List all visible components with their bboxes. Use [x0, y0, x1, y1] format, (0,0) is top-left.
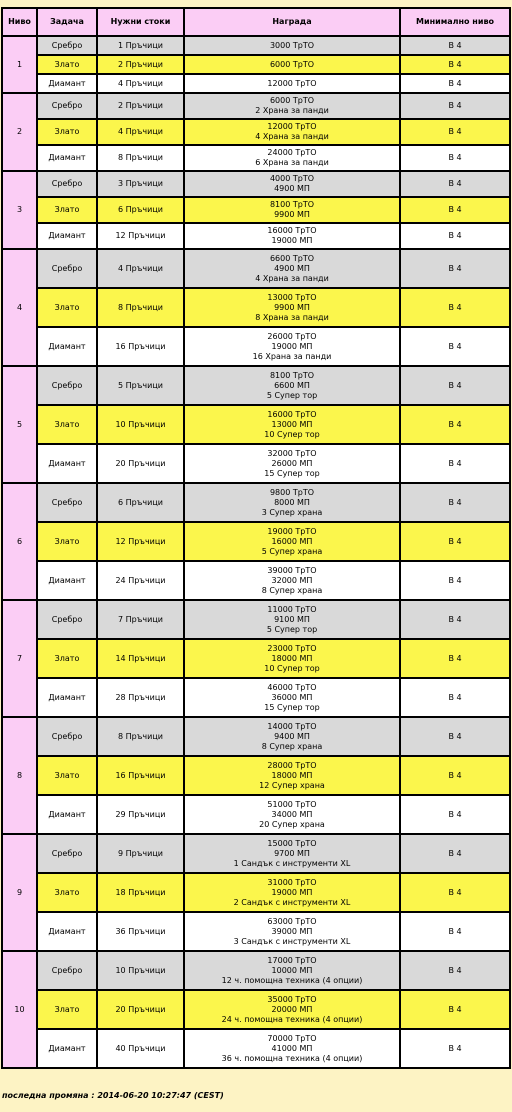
reward-line: 1 Сандък с инструменти XL — [233, 858, 351, 868]
reward-line: 24 ч. помощна техника (4 опции) — [221, 1014, 363, 1024]
min-level-cell: B 4 — [401, 328, 511, 367]
table-row — [3, 679, 511, 718]
reward-cell — [185, 679, 401, 718]
goods-cell: 12 Пръчици — [98, 523, 185, 562]
reward-line: 8 Супер храна — [261, 741, 323, 751]
min-level-cell: B 4 — [401, 679, 511, 718]
reward-line: 5 Супер тор — [266, 390, 318, 400]
reward-cell — [185, 913, 401, 952]
goods-cell: 12 Пръчици — [98, 224, 185, 250]
task-cell: Сребро — [38, 94, 98, 120]
min-level-cell: B 4 — [401, 718, 511, 757]
reward-line: 9400 МП — [274, 731, 310, 741]
min-level-cell: B 4 — [401, 991, 511, 1030]
table-row — [3, 796, 511, 835]
goods-cell: 6 Пръчици — [98, 484, 185, 523]
task-cell: Злато — [38, 991, 98, 1030]
reward-line: 15 Супер тор — [264, 702, 320, 712]
reward-line: 16000 ТрТО — [267, 409, 317, 419]
reward-line: 39000 МП — [271, 926, 313, 936]
task-cell: Сребро — [38, 484, 98, 523]
task-cell: Сребро — [38, 37, 98, 56]
reward-line: 5 Супер тор — [266, 624, 318, 634]
task-cell: Сребро — [38, 835, 98, 874]
reward-cell — [185, 250, 401, 289]
goods-cell: 8 Пръчици — [98, 718, 185, 757]
table-row — [3, 952, 511, 991]
reward-line: 6600 МП — [274, 380, 310, 390]
level-cell: 8 — [3, 718, 38, 835]
task-cell: Злато — [38, 56, 98, 75]
min-level-cell: B 4 — [401, 37, 511, 56]
reward-cell — [185, 56, 401, 75]
reward-line: 3000 ТрТО — [269, 40, 315, 50]
table-row — [3, 367, 511, 406]
table-row — [3, 289, 511, 328]
reward-line: 23000 ТрТО — [267, 643, 317, 653]
min-level-cell: B 4 — [401, 1030, 511, 1069]
goods-cell: 9 Пръчици — [98, 835, 185, 874]
reward-line: 9900 МП — [274, 210, 310, 219]
reward-line: 6000 ТрТО — [269, 59, 315, 69]
table-row — [3, 874, 511, 913]
table-row — [3, 913, 511, 952]
reward-line: 46000 ТрТО — [267, 682, 317, 692]
min-level-cell: B 4 — [401, 146, 511, 172]
reward-line: 6600 ТрТО — [269, 253, 315, 263]
task-cell: Злато — [38, 406, 98, 445]
reward-line: 35000 ТрТО — [267, 994, 317, 1004]
reward-line: 19000 МП — [271, 887, 313, 897]
reward-line: 19000 ТрТО — [267, 526, 317, 536]
min-level-cell: B 4 — [401, 172, 511, 198]
goods-cell: 40 Пръчици — [98, 1030, 185, 1069]
task-cell: Диамант — [38, 913, 98, 952]
goods-cell: 8 Пръчици — [98, 146, 185, 172]
reward-line: 26000 ТрТО — [267, 331, 317, 341]
task-cell: Злато — [38, 640, 98, 679]
header-goods: Нужни стоки — [98, 9, 185, 37]
min-level-cell: B 4 — [401, 562, 511, 601]
reward-cell — [185, 562, 401, 601]
goods-cell: 16 Пръчици — [98, 757, 185, 796]
level-cell: 4 — [3, 250, 38, 367]
reward-line: 16 Храна за панди — [252, 351, 332, 361]
reward-line: 20000 МП — [271, 1004, 313, 1014]
goods-cell: 4 Пръчици — [98, 250, 185, 289]
reward-cell — [185, 94, 401, 120]
reward-line: 6000 ТрТО — [269, 96, 315, 105]
reward-line: 13000 ТрТО — [267, 292, 317, 302]
reward-cell — [185, 1030, 401, 1069]
reward-cell — [185, 796, 401, 835]
header-level: Ниво — [3, 9, 38, 37]
reward-line: 17000 ТрТО — [267, 955, 317, 965]
min-level-cell: B 4 — [401, 198, 511, 224]
table-row — [3, 75, 511, 94]
level-cell: 3 — [3, 172, 38, 250]
reward-line: 8100 ТрТО — [269, 200, 315, 209]
table-row — [3, 835, 511, 874]
reward-line: 3 Сандък с инструменти XL — [233, 936, 351, 946]
reward-line: 32000 МП — [271, 575, 313, 585]
reward-line: 12 Супер храна — [259, 780, 325, 790]
min-level-cell: B 4 — [401, 94, 511, 120]
goods-cell: 10 Пръчици — [98, 406, 185, 445]
task-cell: Злато — [38, 289, 98, 328]
reward-line: 32000 ТрТО — [267, 448, 317, 458]
quest-table — [1, 7, 511, 1069]
table-row — [3, 601, 511, 640]
goods-cell: 28 Пръчици — [98, 679, 185, 718]
task-cell: Диамант — [38, 796, 98, 835]
reward-line: 26000 МП — [271, 458, 313, 468]
reward-line: 9800 ТрТО — [269, 487, 315, 497]
table-row — [3, 757, 511, 796]
reward-cell — [185, 120, 401, 146]
reward-line: 16000 ТрТО — [267, 226, 317, 235]
task-cell: Злато — [38, 198, 98, 224]
reward-line: 4 Храна за панди — [255, 132, 329, 141]
reward-cell — [185, 224, 401, 250]
min-level-cell: B 4 — [401, 406, 511, 445]
reward-line: 8100 ТрТО — [269, 370, 315, 380]
reward-line: 19000 МП — [271, 236, 313, 245]
reward-cell — [185, 484, 401, 523]
reward-line: 6 Храна за панди — [255, 158, 329, 167]
min-level-cell: B 4 — [401, 523, 511, 562]
reward-line: 31000 ТрТО — [267, 877, 317, 887]
reward-line: 12 ч. помощна техника (4 опции) — [221, 975, 363, 985]
reward-line: 28000 ТрТО — [267, 760, 317, 770]
table-row — [3, 562, 511, 601]
reward-line: 8 Храна за панди — [255, 312, 329, 322]
task-cell: Сребро — [38, 952, 98, 991]
reward-cell — [185, 328, 401, 367]
min-level-cell: B 4 — [401, 913, 511, 952]
reward-line: 10 Супер тор — [264, 429, 320, 439]
reward-cell — [185, 198, 401, 224]
reward-line: 18000 МП — [271, 653, 313, 663]
reward-line: 10 Супер тор — [264, 663, 320, 673]
reward-line: 4 Храна за панди — [255, 273, 329, 283]
table-row — [3, 94, 511, 120]
task-cell: Диамант — [38, 445, 98, 484]
table-row — [3, 406, 511, 445]
last-modified: последна промяна : 2014-06-20 10:27:47 (CEST) — [2, 1091, 224, 1100]
reward-cell — [185, 718, 401, 757]
task-cell: Сребро — [38, 367, 98, 406]
reward-line: 12000 ТрТО — [267, 78, 317, 88]
reward-line: 4000 ТрТО — [269, 174, 315, 183]
goods-cell: 14 Пръчици — [98, 640, 185, 679]
reward-line: 18000 МП — [271, 770, 313, 780]
goods-cell: 29 Пръчици — [98, 796, 185, 835]
reward-line: 19000 МП — [271, 341, 313, 351]
quest-table-body — [3, 37, 511, 1069]
min-level-cell: B 4 — [401, 75, 511, 94]
task-cell: Злато — [38, 874, 98, 913]
min-level-cell: B 4 — [401, 445, 511, 484]
goods-cell: 36 Пръчици — [98, 913, 185, 952]
goods-cell: 4 Пръчици — [98, 75, 185, 94]
reward-cell — [185, 523, 401, 562]
reward-cell — [185, 991, 401, 1030]
reward-cell — [185, 367, 401, 406]
reward-line: 9100 МП — [274, 614, 310, 624]
task-cell: Диамант — [38, 679, 98, 718]
reward-line: 41000 МП — [271, 1043, 313, 1053]
task-cell: Сребро — [38, 172, 98, 198]
goods-cell: 2 Пръчици — [98, 94, 185, 120]
task-cell: Диамант — [38, 224, 98, 250]
table-row — [3, 523, 511, 562]
reward-line: 14000 ТрТО — [267, 721, 317, 731]
reward-line: 36000 МП — [271, 692, 313, 702]
reward-cell — [185, 75, 401, 94]
task-cell: Диамант — [38, 1030, 98, 1069]
goods-cell: 20 Пръчици — [98, 991, 185, 1030]
task-cell: Сребро — [38, 250, 98, 289]
goods-cell: 5 Пръчици — [98, 367, 185, 406]
reward-line: 2 Храна за панди — [255, 106, 329, 115]
reward-line: 12000 ТрТО — [267, 122, 317, 131]
min-level-cell: B 4 — [401, 874, 511, 913]
level-cell: 6 — [3, 484, 38, 601]
reward-line: 13000 МП — [271, 419, 313, 429]
min-level-cell: B 4 — [401, 640, 511, 679]
min-level-cell: B 4 — [401, 224, 511, 250]
goods-cell: 18 Пръчици — [98, 874, 185, 913]
reward-cell — [185, 289, 401, 328]
goods-cell: 20 Пръчици — [98, 445, 185, 484]
reward-line: 5 Супер храна — [261, 546, 323, 556]
task-cell: Сребро — [38, 718, 98, 757]
min-level-cell: B 4 — [401, 56, 511, 75]
reward-line: 63000 ТрТО — [267, 916, 317, 926]
min-level-cell: B 4 — [401, 796, 511, 835]
table-row — [3, 991, 511, 1030]
reward-line: 10000 МП — [271, 965, 313, 975]
goods-cell: 2 Пръчици — [98, 56, 185, 75]
table-row — [3, 250, 511, 289]
reward-line: 11000 ТрТО — [267, 604, 317, 614]
reward-line: 8 Супер храна — [261, 585, 323, 595]
reward-cell — [185, 835, 401, 874]
task-cell: Диамант — [38, 328, 98, 367]
level-cell: 7 — [3, 601, 38, 718]
reward-line: 9700 МП — [274, 848, 310, 858]
reward-line: 15000 ТрТО — [267, 838, 317, 848]
level-cell: 5 — [3, 367, 38, 484]
min-level-cell: B 4 — [401, 120, 511, 146]
goods-cell: 10 Пръчици — [98, 952, 185, 991]
goods-cell: 4 Пръчици — [98, 120, 185, 146]
reward-cell — [185, 952, 401, 991]
goods-cell: 8 Пръчици — [98, 289, 185, 328]
min-level-cell: B 4 — [401, 367, 511, 406]
reward-line: 51000 ТрТО — [267, 799, 317, 809]
table-row — [3, 224, 511, 250]
min-level-cell: B 4 — [401, 952, 511, 991]
level-cell: 1 — [3, 37, 38, 94]
reward-line: 16000 МП — [271, 536, 313, 546]
table-row — [3, 328, 511, 367]
reward-line: 70000 ТрТО — [267, 1033, 317, 1043]
reward-line: 8000 МП — [274, 497, 310, 507]
reward-cell — [185, 406, 401, 445]
table-row — [3, 640, 511, 679]
level-cell: 10 — [3, 952, 38, 1069]
goods-cell: 1 Пръчици — [98, 37, 185, 56]
table-row — [3, 146, 511, 172]
task-cell: Диамант — [38, 562, 98, 601]
min-level-cell: B 4 — [401, 250, 511, 289]
task-cell: Диамант — [38, 146, 98, 172]
reward-line: 34000 МП — [271, 809, 313, 819]
reward-cell — [185, 146, 401, 172]
reward-line: 4900 МП — [274, 263, 310, 273]
reward-line: 3 Супер храна — [261, 507, 323, 517]
goods-cell: 24 Пръчици — [98, 562, 185, 601]
min-level-cell: B 4 — [401, 484, 511, 523]
reward-line: 15 Супер тор — [264, 468, 320, 478]
task-cell: Злато — [38, 523, 98, 562]
table-row — [3, 198, 511, 224]
level-cell: 2 — [3, 94, 38, 172]
reward-cell — [185, 445, 401, 484]
task-cell: Диамант — [38, 75, 98, 94]
reward-line: 4900 МП — [274, 184, 310, 193]
task-cell: Злато — [38, 757, 98, 796]
table-row — [3, 120, 511, 146]
table-row — [3, 172, 511, 198]
reward-cell — [185, 757, 401, 796]
table-row — [3, 718, 511, 757]
reward-cell — [185, 37, 401, 56]
min-level-cell: B 4 — [401, 601, 511, 640]
table-row — [3, 56, 511, 75]
min-level-cell: B 4 — [401, 757, 511, 796]
level-cell: 9 — [3, 835, 38, 952]
reward-cell — [185, 640, 401, 679]
table-row — [3, 484, 511, 523]
reward-line: 20 Супер храна — [259, 819, 325, 829]
table-row — [3, 1030, 511, 1069]
header-task: Задача — [38, 9, 98, 37]
reward-line: 2 Сандък с инструменти XL — [233, 897, 351, 907]
reward-line: 36 ч. помощна техника (4 опции) — [221, 1053, 363, 1063]
header-row — [3, 9, 511, 37]
reward-cell — [185, 874, 401, 913]
goods-cell: 6 Пръчици — [98, 198, 185, 224]
reward-cell — [185, 601, 401, 640]
task-cell: Сребро — [38, 601, 98, 640]
header-reward: Награда — [185, 9, 401, 37]
reward-line: 39000 ТрТО — [267, 565, 317, 575]
task-cell: Злато — [38, 120, 98, 146]
reward-line: 24000 ТрТО — [267, 148, 317, 157]
min-level-cell: B 4 — [401, 835, 511, 874]
goods-cell: 16 Пръчици — [98, 328, 185, 367]
table-row — [3, 445, 511, 484]
goods-cell: 3 Пръчици — [98, 172, 185, 198]
header-min-level: Минимално ниво — [401, 9, 511, 37]
reward-cell — [185, 172, 401, 198]
table-row — [3, 37, 511, 56]
goods-cell: 7 Пръчици — [98, 601, 185, 640]
min-level-cell: B 4 — [401, 289, 511, 328]
reward-line: 9900 МП — [274, 302, 310, 312]
